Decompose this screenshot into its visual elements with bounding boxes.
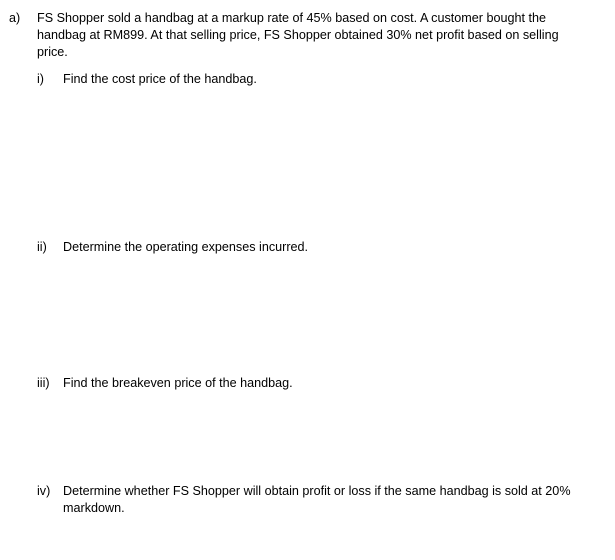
question-text: FS Shopper sold a handbag at a markup rate of 45% based on cost. A customer bought the handbag at RM899. At that selling price, FS Shopper obtained 30% net profit based on selling price. (37, 11, 559, 59)
subquestion-label: ii) (37, 240, 47, 254)
subquestion-text: Determine whether FS Shopper will obtain profit or loss if the same handbag is sold at 20% markdown. (63, 484, 571, 515)
question-label: a) (9, 11, 21, 25)
subquestion-text: Determine the operating expenses incurred. (63, 240, 309, 254)
subquestion-text: Find the cost price of the handbag. (63, 72, 257, 86)
subquestion-label: i) (37, 72, 44, 86)
subquestion-label: iv) (37, 484, 51, 498)
subquestion-text: Find the breakeven price of the handbag. (63, 376, 293, 390)
subquestion-label: iii) (37, 376, 50, 390)
